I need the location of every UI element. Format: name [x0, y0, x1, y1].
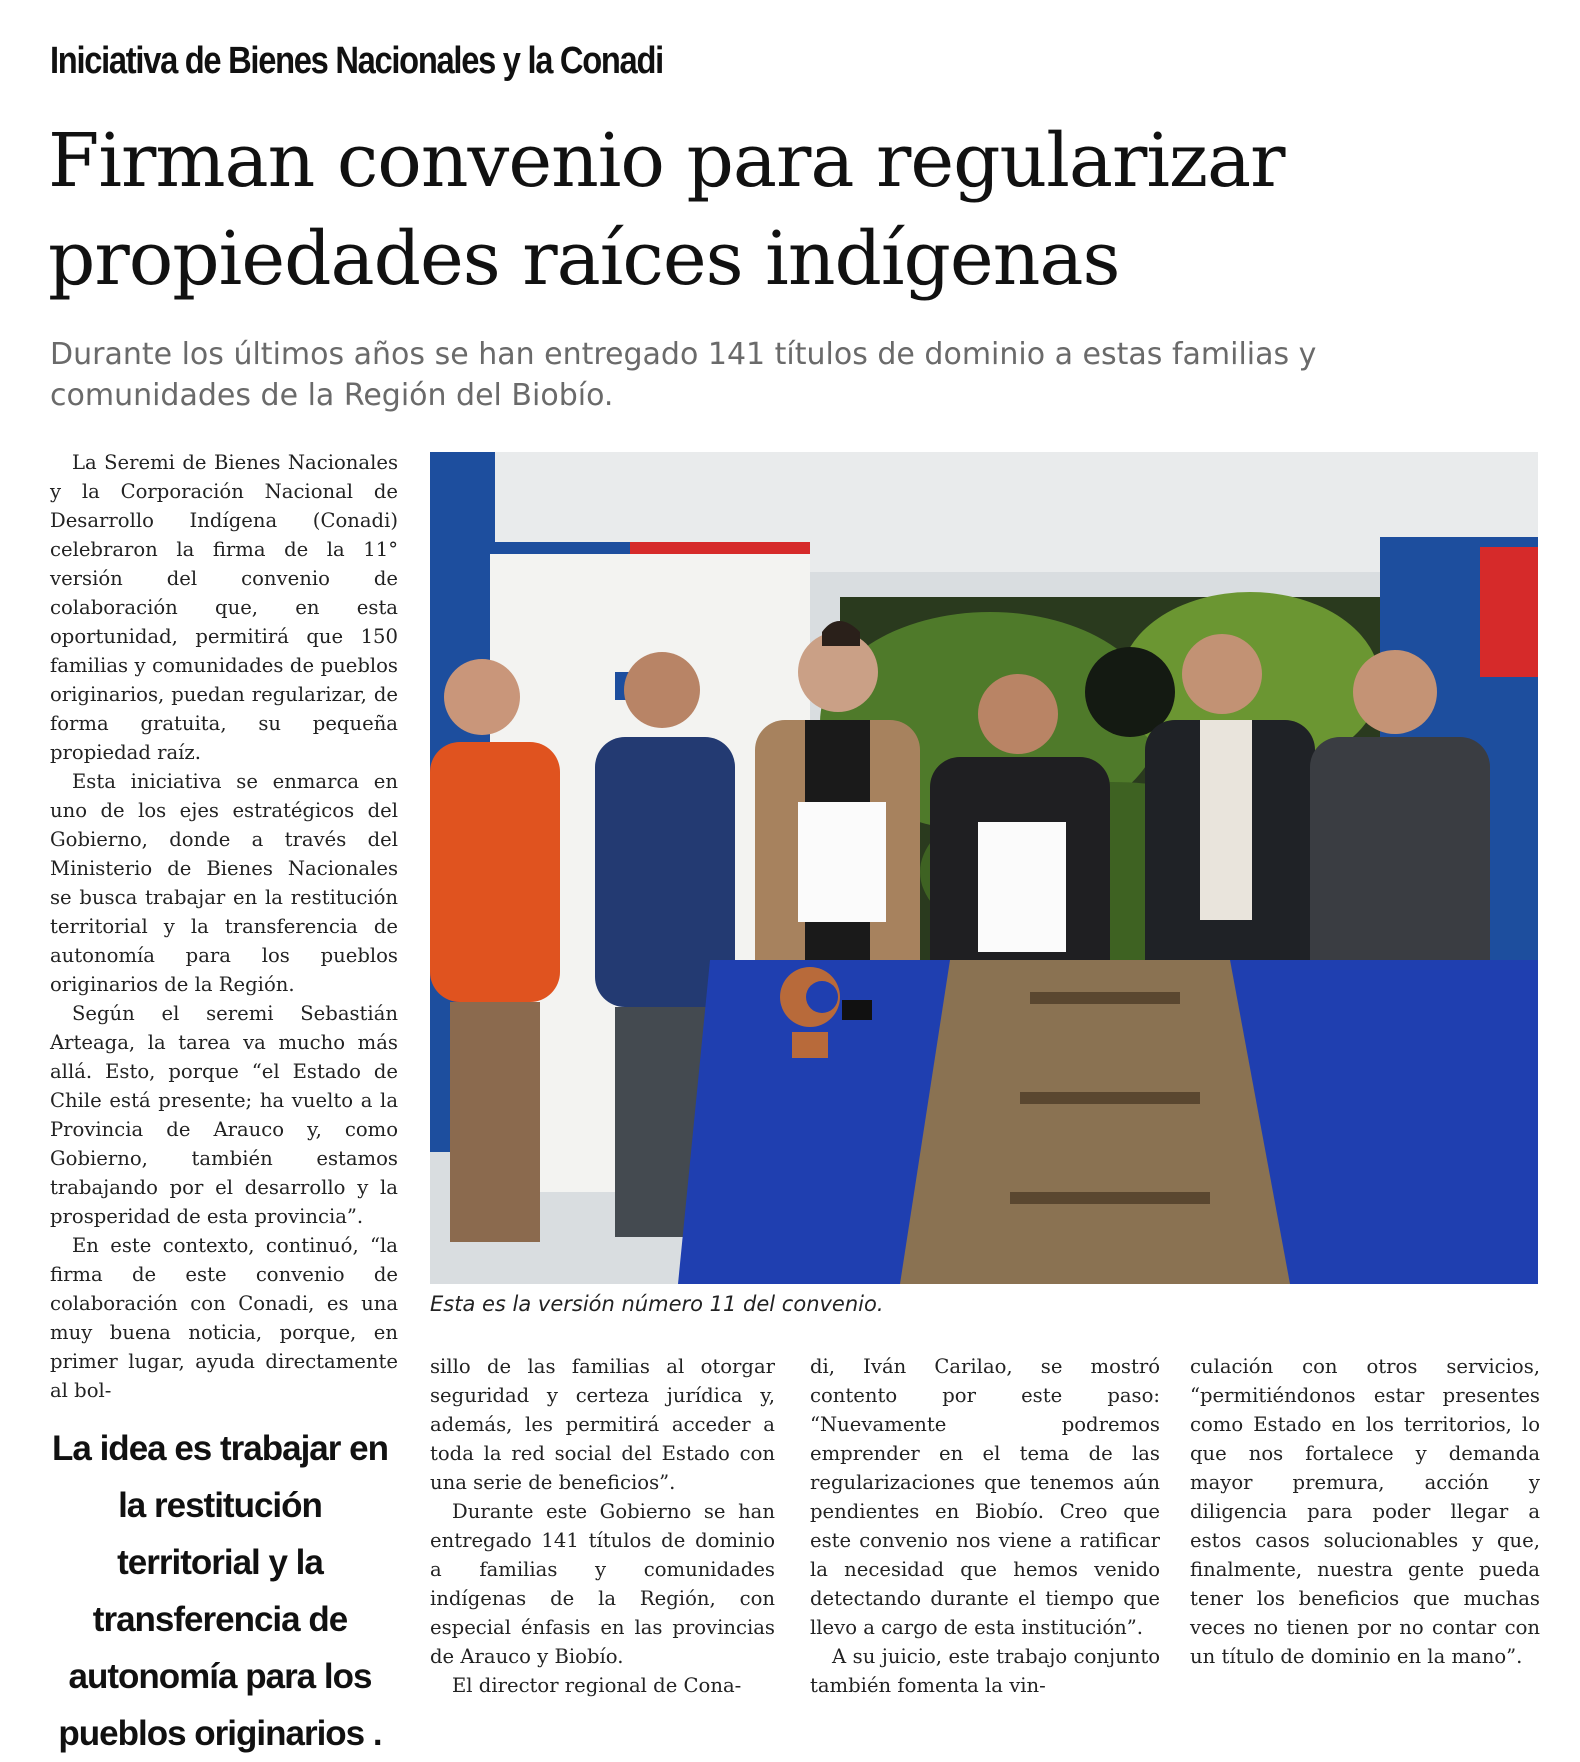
body-column-1	[50, 448, 398, 1405]
body-column-4	[1190, 1352, 1540, 1671]
paragraph: A su juicio, este trabajo conjunto también fomenta la vin-	[810, 1645, 1160, 1697]
body-column-2	[430, 1352, 775, 1700]
paragraph: Durante este Gobierno se han entregado 141 títulos de dominio a familias y comunidades indígenas de la Región, con especial énfasis en las provincias de Arauco y Biobío.	[430, 1500, 775, 1668]
paragraph: El director regional de Cona-	[452, 1674, 742, 1697]
pull-quote: La idea es trabajar en la restitución territorial y la transferencia de autonomía para los pueblos originarios .	[52, 1429, 388, 1753]
paragraph: Según el seremi Sebastián Arteaga, la tarea va mucho más allá. Esto, porque “el Estado de Chile está presente; ha vuelto a la Provincia de Arauco y, como Gobierno, también estamos trabajando por el desarrollo y la prosperidad de esta provincia”.	[50, 1002, 398, 1228]
photo-caption: Esta es la versión número 11 del convenio.	[430, 1292, 884, 1316]
article-photo	[430, 452, 1538, 1284]
kicker: Iniciativa de Bienes Nacionales y la Conadi	[50, 40, 663, 82]
body-column-3	[810, 1352, 1160, 1700]
paragraph: En este contexto, continuó, “la firma de este convenio de colaboración con Conadi, es una muy buena noticia, porque, en primer lugar, ayuda directamente al bol-	[50, 1234, 398, 1402]
paragraph: La Seremi de Bienes Nacionales y la Corporación Nacional de Desarrollo Indígena (Conadi) celebraron la firma de la 11° versión del convenio de colaboración que, en esta oportunidad, permitirá que 150 familias y comunidades de pueblos originarios, puedan regularizar, de forma gratuita, su pequeña propiedad raíz.	[50, 451, 398, 764]
paragraph: sillo de las familias al otorgar seguridad y certeza jurídica y, además, les permitirá acceder a toda la red social del Estado con una serie de beneficios”.	[430, 1355, 775, 1494]
headline: Firman convenio para regularizar propiedades raíces indígenas	[48, 118, 1285, 302]
paragraph: culación con otros servicios, “permitiéndonos estar presentes como Estado en los territorios, lo que nos fortalece y demanda mayor premura, acción y diligencia para poder llegar a estos casos solucionables y que, finalmente, nuestra gente pueda tener los beneficios que muchas veces no tienen por no contar con un título de dominio en la mano”.	[1190, 1355, 1540, 1668]
paragraph: di, Iván Carilao, se mostró contento por este paso: “Nuevamente podremos emprender en el tema de las regularizaciones que tenemos aún pendientes en Biobío. Creo que este convenio nos viene a ratificar la necesidad que hemos venido detectando durante el tiempo que llevo a cargo de esta institución”.	[810, 1355, 1160, 1639]
paragraph: Esta iniciativa se enmarca en uno de los ejes estratégicos del Gobierno, donde a través del Ministerio de Bienes Nacionales se busca trabajar en la restitución territorial y la transferencia de autonomía para los pueblos originarios de la Región.	[50, 770, 398, 996]
subheadline: Durante los últimos años se han entregado 141 títulos de dominio a estas familias y comunidades de la Región del Biobío.	[50, 337, 1317, 413]
